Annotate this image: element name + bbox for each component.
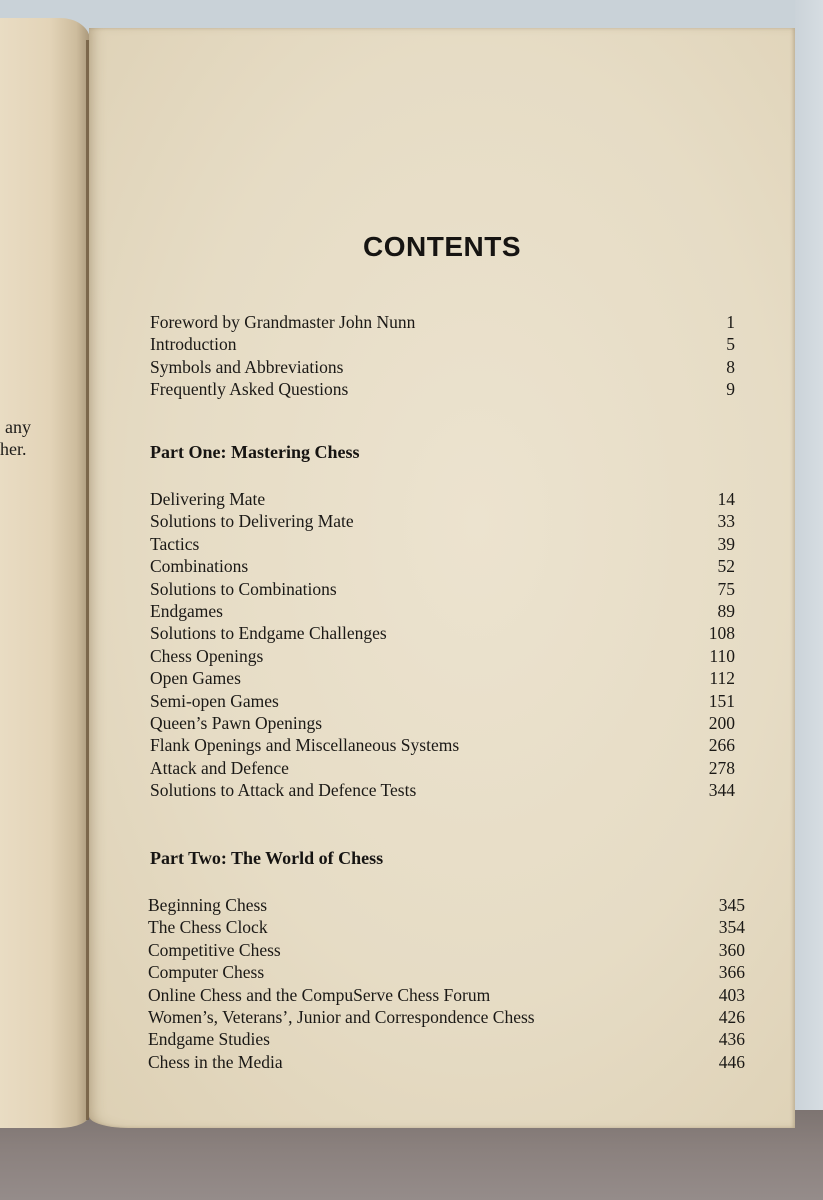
left-page bbox=[0, 18, 90, 1128]
toc-entry-title: Introduction bbox=[150, 334, 237, 355]
toc-entry-page: 354 bbox=[718, 917, 745, 938]
toc-front-matter bbox=[150, 311, 735, 401]
toc-entry-title: Solutions to Combinations bbox=[150, 578, 337, 599]
toc-entry bbox=[148, 916, 745, 938]
toc-part-two bbox=[148, 894, 745, 1073]
left-page-text-fragment: any bbox=[5, 417, 31, 437]
toc-entry-title: Open Games bbox=[150, 668, 241, 689]
toc-entry-page: 1 bbox=[726, 312, 735, 332]
toc-entry-page: 266 bbox=[708, 735, 735, 756]
toc-entry-title: Delivering Mate bbox=[150, 489, 266, 509]
toc-entry-title: Queen’s Pawn Openings bbox=[150, 713, 323, 734]
toc-entry-title: Attack and Defence bbox=[150, 757, 289, 778]
toc-entry-page: 52 bbox=[717, 556, 735, 577]
toc-entry-page: 344 bbox=[708, 780, 735, 801]
part-two-heading: Part Two: The World of Chess bbox=[150, 848, 384, 868]
toc-entry-page: 108 bbox=[708, 623, 735, 644]
toc-entry bbox=[150, 488, 735, 510]
part-one-heading: Part One: Mastering Chess bbox=[150, 442, 360, 462]
toc-part-one bbox=[150, 488, 735, 802]
toc-entry bbox=[148, 894, 745, 916]
toc-entry-page: 360 bbox=[718, 939, 745, 960]
toc-entry-title: The Chess Clock bbox=[148, 917, 268, 938]
toc-entry-title: Solutions to Attack and Defence Tests bbox=[150, 780, 417, 801]
toc-entry-page: 110 bbox=[709, 645, 735, 666]
toc-entry-title: Tactics bbox=[150, 533, 200, 554]
toc-entry-page: 14 bbox=[717, 489, 735, 509]
toc-entry-page: 403 bbox=[718, 984, 745, 1005]
toc-entry-title: Combinations bbox=[150, 556, 249, 577]
toc-entry bbox=[150, 356, 735, 378]
toc-entry bbox=[148, 1028, 745, 1050]
toc-entry-page: 8 bbox=[726, 356, 735, 377]
toc-entry-page: 33 bbox=[717, 511, 735, 532]
toc-entry bbox=[148, 1051, 745, 1073]
toc-entry-title: Semi-open Games bbox=[150, 690, 279, 711]
toc-entry-page: 345 bbox=[718, 895, 745, 915]
toc-entry bbox=[150, 555, 735, 577]
toc-entry-title: Solutions to Endgame Challenges bbox=[150, 623, 387, 644]
toc-entry-title: Foreword by Grandmaster John Nunn bbox=[150, 312, 416, 332]
toc-entry bbox=[150, 622, 735, 644]
toc-entry-page: 200 bbox=[708, 713, 735, 734]
page-title: CONTENTS bbox=[363, 231, 521, 262]
toc-entry-title: Frequently Asked Questions bbox=[150, 379, 349, 400]
toc-entry-page: 112 bbox=[709, 668, 735, 689]
toc-entry-title: Chess Openings bbox=[150, 645, 264, 666]
toc-entry bbox=[150, 734, 735, 756]
left-page-text-fragment: her. bbox=[0, 439, 27, 459]
toc-entry-page: 39 bbox=[717, 533, 735, 554]
background-wall bbox=[795, 0, 823, 1200]
toc-entry bbox=[150, 510, 735, 532]
toc-entry-title: Competitive Chess bbox=[148, 939, 281, 960]
toc-entry bbox=[150, 712, 735, 734]
toc-entry-page: 89 bbox=[717, 601, 735, 622]
toc-entry bbox=[150, 667, 735, 689]
toc-entry bbox=[150, 690, 735, 712]
toc-entry-title: Symbols and Abbreviations bbox=[150, 356, 344, 377]
toc-entry-title: Beginning Chess bbox=[148, 895, 268, 915]
toc-entry-page: 75 bbox=[717, 578, 735, 599]
toc-entry-title: Endgame Studies bbox=[148, 1029, 270, 1050]
toc-entry-title: Solutions to Delivering Mate bbox=[150, 511, 354, 532]
toc-entry-page: 366 bbox=[718, 962, 745, 983]
toc-entry bbox=[148, 984, 745, 1006]
toc-entry bbox=[150, 779, 735, 801]
toc-entry-page: 436 bbox=[718, 1029, 745, 1050]
toc-entry bbox=[148, 939, 745, 961]
toc-entry bbox=[150, 645, 735, 667]
toc-entry-page: 278 bbox=[708, 757, 735, 778]
toc-entry-title: Women’s, Veterans’, Junior and Correspondence Chess bbox=[148, 1007, 535, 1028]
toc-entry bbox=[150, 378, 735, 400]
toc-entry-title: Flank Openings and Miscellaneous Systems bbox=[150, 735, 460, 756]
toc-entry-page: 446 bbox=[718, 1051, 745, 1072]
right-page bbox=[89, 28, 795, 1128]
toc-entry bbox=[150, 311, 735, 333]
toc-entry bbox=[150, 757, 735, 779]
toc-entry bbox=[150, 600, 735, 622]
toc-entry-page: 9 bbox=[726, 379, 735, 400]
toc-entry-page: 151 bbox=[708, 690, 735, 711]
toc-entry-title: Endgames bbox=[150, 601, 223, 622]
toc-entry-title: Online Chess and the CompuServe Chess Forum bbox=[148, 984, 491, 1005]
toc-entry bbox=[150, 333, 735, 355]
toc-entry bbox=[150, 533, 735, 555]
toc-entry-page: 426 bbox=[718, 1007, 745, 1028]
toc-entry-page: 5 bbox=[726, 334, 735, 355]
toc-entry-title: Computer Chess bbox=[148, 962, 265, 983]
toc-entry bbox=[148, 1006, 745, 1028]
toc-entry bbox=[148, 961, 745, 983]
toc-entry bbox=[150, 578, 735, 600]
toc-entry-title: Chess in the Media bbox=[148, 1051, 283, 1072]
